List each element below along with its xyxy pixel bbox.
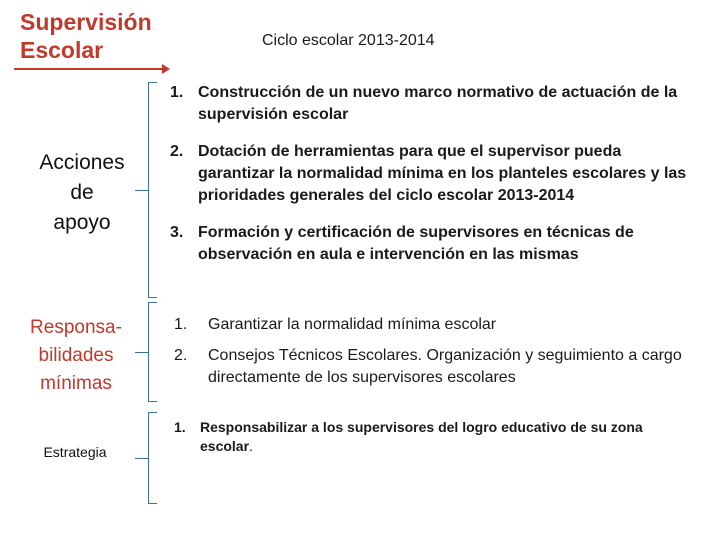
title-line-1: Supervisión xyxy=(20,9,152,35)
estrategia-bracket xyxy=(148,412,157,504)
item-number: 1. xyxy=(170,84,184,101)
bracket-nub xyxy=(135,458,149,459)
bracket-nub xyxy=(135,190,149,191)
item-text: Responsabilizar a los supervisores del logro educativo de su zona escolar xyxy=(200,419,643,454)
responsabilidades-bracket xyxy=(148,302,157,402)
list-item xyxy=(174,314,694,336)
arrow-right-icon xyxy=(162,64,170,74)
responsabilidades-label xyxy=(22,314,130,398)
responsabilidades-label-line: mínimas xyxy=(40,373,112,394)
item-number: 3. xyxy=(170,224,184,241)
item-number: 1. xyxy=(174,316,188,333)
acciones-label xyxy=(22,148,142,238)
item-number: 2. xyxy=(174,347,188,364)
acciones-label-line: Acciones xyxy=(39,151,125,174)
acciones-list xyxy=(170,82,690,281)
acciones-label-line: de xyxy=(70,181,94,204)
list-item xyxy=(170,82,690,126)
list-item xyxy=(170,222,690,266)
item-text: Formación y certificación de supervisores en técnicas de observación en aula e intervención en las mismas xyxy=(198,224,634,263)
list-item xyxy=(174,345,694,389)
estrategia-label: Estrategia xyxy=(43,444,107,460)
title-line-2: Escolar xyxy=(20,37,104,63)
responsabilidades-label-line: bilidades xyxy=(38,345,114,366)
item-text-suffix: . xyxy=(249,438,253,454)
bracket-nub xyxy=(135,352,149,353)
item-number: 1. xyxy=(174,419,186,435)
item-number: 2. xyxy=(170,143,184,160)
item-text: Consejos Técnicos Escolares. Organización y seguimiento a cargo directamente de los supervisores escolares xyxy=(208,347,682,386)
estrategia-list xyxy=(174,418,694,456)
acciones-bracket xyxy=(148,82,157,298)
item-text: Garantizar la normalidad mínima escolar xyxy=(208,316,497,333)
item-text: Dotación de herramientas para que el supervisor pueda garantizar la normalidad mínima en los planteles escolares y las prioridades generales del ciclo escolar 2013-2014 xyxy=(198,143,687,204)
responsabilidades-label-line: Responsa- xyxy=(30,317,122,338)
list-item xyxy=(170,141,690,207)
responsabilidades-list xyxy=(174,314,694,398)
list-item xyxy=(174,418,694,456)
school-cycle-label: Ciclo escolar 2013-2014 xyxy=(262,32,435,49)
item-text: Construcción de un nuevo marco normativo de actuación de la supervisión escolar xyxy=(198,84,678,123)
acciones-label-line: apoyo xyxy=(53,211,111,234)
page-title xyxy=(20,8,170,64)
title-underline xyxy=(14,68,164,70)
